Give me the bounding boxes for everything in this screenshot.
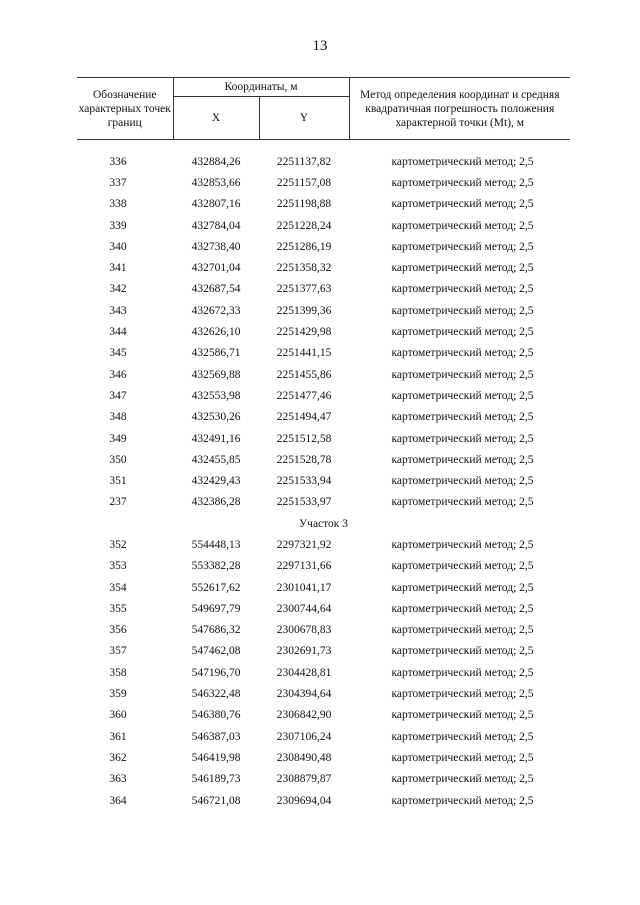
coord-x: 432586,71 <box>191 347 241 360</box>
table-row <box>77 620 570 641</box>
coord-x: 432455,85 <box>191 453 241 466</box>
method-cell: картометрический метод; 2,5 <box>391 475 534 488</box>
coord-x: 549697,79 <box>191 602 241 615</box>
table-row <box>77 662 570 683</box>
table-row <box>77 428 570 449</box>
coord-y: 2297321,92 <box>276 538 332 551</box>
table-row <box>77 705 570 726</box>
coord-y: 2251533,97 <box>276 496 332 509</box>
coord-x: 432853,66 <box>191 176 241 189</box>
table-row <box>77 790 570 811</box>
table-row <box>77 492 570 513</box>
point-id: 343 <box>109 304 127 317</box>
coord-x: 547196,70 <box>191 666 241 679</box>
coord-x: 432701,04 <box>191 262 241 275</box>
table-row <box>77 215 570 236</box>
coord-y: 2251528,78 <box>276 453 332 466</box>
point-id: 342 <box>109 283 127 296</box>
coord-x: 546189,73 <box>191 773 241 786</box>
coord-y: 2304394,64 <box>276 688 332 701</box>
point-id: 339 <box>109 219 127 232</box>
header-y: Y <box>259 97 349 140</box>
coord-x: 547686,32 <box>191 624 241 637</box>
point-id: 345 <box>109 347 127 360</box>
coord-x: 547462,08 <box>191 645 241 658</box>
method-cell: картометрический метод; 2,5 <box>391 560 534 573</box>
method-cell: картометрический метод; 2,5 <box>391 496 534 509</box>
method-cell: картометрический метод; 2,5 <box>391 688 534 701</box>
coord-y: 2251477,46 <box>276 389 332 402</box>
coord-x: 546387,03 <box>191 730 241 743</box>
point-id: 337 <box>109 176 127 189</box>
coord-y: 2251512,58 <box>276 432 332 445</box>
point-id: 346 <box>109 368 127 381</box>
coord-y: 2251286,19 <box>276 240 332 253</box>
coord-y: 2301041,17 <box>276 581 332 594</box>
coord-x: 432672,33 <box>191 304 241 317</box>
method-cell: картометрический метод; 2,5 <box>391 368 534 381</box>
method-cell: картометрический метод; 2,5 <box>391 666 534 679</box>
table-row <box>77 343 570 364</box>
coord-y: 2251358,32 <box>276 262 332 275</box>
method-cell: картометрический метод; 2,5 <box>391 624 534 637</box>
point-id: 341 <box>109 262 127 275</box>
coord-x: 546322,48 <box>191 688 241 701</box>
coord-y: 2308879,87 <box>276 773 332 786</box>
table-row <box>77 151 570 172</box>
coord-y: 2307106,24 <box>276 730 332 743</box>
table-row <box>77 470 570 491</box>
method-cell: картометрический метод; 2,5 <box>391 219 534 232</box>
coord-x: 552617,62 <box>191 581 241 594</box>
table-row <box>77 321 570 342</box>
method-cell: картометрический метод; 2,5 <box>391 773 534 786</box>
method-cell: картометрический метод; 2,5 <box>391 581 534 594</box>
coord-x: 546419,98 <box>191 751 241 764</box>
point-id: 363 <box>109 773 127 786</box>
table-row <box>77 364 570 385</box>
coord-x: 432626,10 <box>191 326 241 339</box>
point-id: 359 <box>109 688 127 701</box>
method-cell: картометрический метод; 2,5 <box>391 453 534 466</box>
method-cell: картометрический метод; 2,5 <box>391 240 534 253</box>
method-cell: картометрический метод; 2,5 <box>391 411 534 424</box>
point-id: 364 <box>109 794 127 807</box>
header-designation: Обозначение характерных точек границ <box>77 78 173 140</box>
table-row <box>77 683 570 704</box>
coord-y: 2251441,15 <box>276 347 332 360</box>
coord-y: 2251198,88 <box>276 198 332 211</box>
method-cell: картометрический метод; 2,5 <box>391 262 534 275</box>
coord-y: 2251429,98 <box>276 326 332 339</box>
coord-x: 432884,26 <box>191 155 241 168</box>
coord-y: 2300744,64 <box>276 602 332 615</box>
header-x: X <box>173 97 259 140</box>
point-id: 338 <box>109 198 127 211</box>
point-id: 352 <box>109 538 127 551</box>
method-cell: картометрический метод; 2,5 <box>391 389 534 402</box>
coord-x: 432530,26 <box>191 411 241 424</box>
coord-x: 432687,54 <box>191 283 241 296</box>
coord-x: 432784,04 <box>191 219 241 232</box>
method-cell: картометрический метод; 2,5 <box>391 198 534 211</box>
coord-y: 2304428,81 <box>276 666 332 679</box>
method-cell: картометрический метод; 2,5 <box>391 304 534 317</box>
table-row <box>77 769 570 790</box>
method-cell: картометрический метод; 2,5 <box>391 155 534 168</box>
method-cell: картометрический метод; 2,5 <box>391 794 534 807</box>
table-row <box>77 726 570 747</box>
table-row <box>77 534 570 555</box>
table-row <box>77 641 570 662</box>
table-row <box>77 747 570 768</box>
point-id: 351 <box>109 475 127 488</box>
coord-x: 554448,13 <box>191 538 241 551</box>
table-row <box>77 407 570 428</box>
coord-x: 432429,43 <box>191 475 241 488</box>
coord-y: 2251137,82 <box>276 155 332 168</box>
point-id: 357 <box>109 645 127 658</box>
coord-y: 2302691,73 <box>276 645 332 658</box>
coord-x: 432569,88 <box>191 368 241 381</box>
method-cell: картометрический метод; 2,5 <box>391 709 534 722</box>
table-row <box>77 556 570 577</box>
method-cell: картометрический метод; 2,5 <box>391 538 534 551</box>
method-cell: картометрический метод; 2,5 <box>391 283 534 296</box>
point-id: 361 <box>109 730 127 743</box>
coord-y: 2309694,04 <box>276 794 332 807</box>
coordinates-table <box>77 77 570 811</box>
table-row <box>77 300 570 321</box>
coord-y: 2251377,63 <box>276 283 332 296</box>
point-id: 362 <box>109 751 127 764</box>
point-id: 347 <box>109 389 127 402</box>
coord-x: 432386,28 <box>191 496 241 509</box>
coord-y: 2297131,66 <box>276 560 332 573</box>
method-cell: картометрический метод; 2,5 <box>391 602 534 615</box>
page-number: 13 <box>312 38 328 54</box>
coord-x: 432807,16 <box>191 198 241 211</box>
coord-y: 2300678,83 <box>276 624 332 637</box>
table-row <box>77 257 570 278</box>
point-id: 354 <box>109 581 127 594</box>
coord-x: 432491,16 <box>191 432 241 445</box>
point-id: 237 <box>109 496 127 509</box>
table-row <box>77 385 570 406</box>
point-id: 349 <box>109 432 127 445</box>
point-id: 348 <box>109 411 127 424</box>
coord-y: 2251533,94 <box>276 475 332 488</box>
coord-x: 432553,98 <box>191 389 241 402</box>
coord-x: 553382,28 <box>191 560 241 573</box>
table-row <box>77 194 570 215</box>
point-id: 356 <box>109 624 127 637</box>
coord-y: 2251157,08 <box>276 176 332 189</box>
table-row <box>77 577 570 598</box>
coord-y: 2251455,86 <box>276 368 332 381</box>
coord-x: 546380,76 <box>191 709 241 722</box>
table-row <box>77 172 570 193</box>
method-cell: картометрический метод; 2,5 <box>391 432 534 445</box>
coord-x: 432738,40 <box>191 240 241 253</box>
point-id: 355 <box>109 602 127 615</box>
coord-y: 2306842,90 <box>276 709 332 722</box>
method-cell: картометрический метод; 2,5 <box>391 751 534 764</box>
table-row <box>77 236 570 257</box>
method-cell: картометрический метод; 2,5 <box>391 730 534 743</box>
point-id: 344 <box>109 326 127 339</box>
point-id: 358 <box>109 666 127 679</box>
table-row <box>77 279 570 300</box>
method-cell: картометрический метод; 2,5 <box>391 645 534 658</box>
method-cell: картометрический метод; 2,5 <box>391 347 534 360</box>
point-id: 353 <box>109 560 127 573</box>
coord-y: 2251399,36 <box>276 304 332 317</box>
point-id: 360 <box>109 709 127 722</box>
table-row <box>77 449 570 470</box>
header-method: Метод определения координат и средняя квадратичная погрешность положения характерной точки (Mt), м <box>349 78 570 140</box>
point-id: 340 <box>109 240 127 253</box>
section-row <box>77 513 570 534</box>
coord-y: 2251228,24 <box>276 219 332 232</box>
coord-y: 2251494,47 <box>276 411 332 424</box>
coord-y: 2308490,48 <box>276 751 332 764</box>
section-title: Участок 3 <box>299 517 348 530</box>
header-coordinates: Координаты, м <box>173 78 349 97</box>
method-cell: картометрический метод; 2,5 <box>391 326 534 339</box>
method-cell: картометрический метод; 2,5 <box>391 176 534 189</box>
coord-x: 546721,08 <box>191 794 241 807</box>
point-id: 350 <box>109 453 127 466</box>
point-id: 336 <box>109 155 127 168</box>
table-row <box>77 598 570 619</box>
